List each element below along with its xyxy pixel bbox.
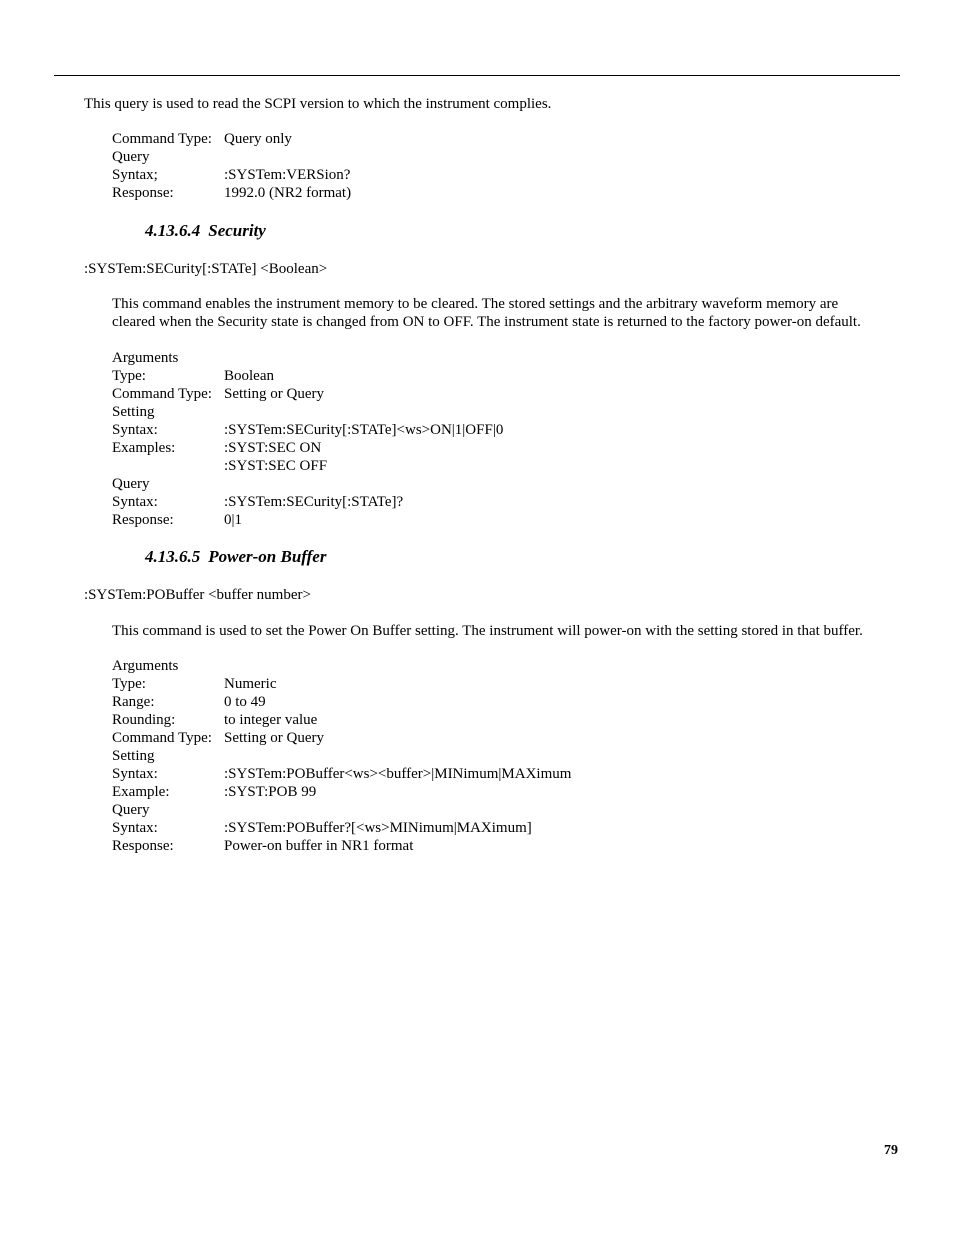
definition-term: Setting — [112, 748, 155, 764]
definition-term: Example: — [112, 784, 170, 800]
definition-value: :SYST:POB 99 — [224, 784, 317, 800]
definition-term: Syntax: — [112, 766, 158, 782]
definition-value: :SYST:SEC OFF — [224, 458, 328, 474]
definition-term: Response: — [112, 512, 174, 528]
definition-value: :SYSTem:POBuffer?[<ws>MINimum|MAXimum] — [224, 820, 532, 836]
pobuffer-command-signature: :SYSTem:POBuffer <buffer number> — [84, 587, 311, 603]
definition-term: Type: — [112, 368, 146, 384]
section-heading-security — [145, 221, 266, 241]
intro-paragraph: This query is used to read the SCPI version to which the instrument complies. — [84, 96, 552, 112]
security-command-signature: :SYSTem:SECurity[:STATe] <Boolean> — [84, 261, 328, 277]
pobuffer-description: This command is used to set the Power On Buffer setting. The instrument will power-on with the setting stored in that buffer. — [112, 623, 863, 639]
definition-value: :SYST:SEC ON — [224, 440, 322, 456]
definition-value: to integer value — [224, 712, 318, 728]
definition-term: Command Type: — [112, 386, 212, 402]
definition-term: Rounding: — [112, 712, 176, 728]
definition-term: Arguments — [112, 350, 179, 366]
definition-value: Boolean — [224, 368, 274, 384]
security-description-line-2: cleared when the Security state is changed from ON to OFF. The instrument state is returned to the factory power-on default. — [112, 314, 861, 330]
definition-term: Type: — [112, 676, 146, 692]
definition-term: Setting — [112, 404, 155, 420]
definition-value: 1992.0 (NR2 format) — [224, 185, 352, 201]
definition-value: Query only — [224, 131, 292, 147]
section-title: Power-on Buffer — [208, 547, 327, 566]
section-number: 4.13.6.4 — [145, 221, 201, 240]
definition-term: Syntax: — [112, 820, 158, 836]
definition-term: Response: — [112, 185, 174, 201]
definition-value: :SYSTem:SECurity[:STATe]<ws>ON|1|OFF|0 — [224, 422, 504, 438]
definition-term: Response: — [112, 838, 174, 854]
definition-value: 0 to 49 — [224, 694, 266, 710]
definition-term: Query — [112, 802, 150, 818]
section-heading-power-on-buffer — [145, 547, 326, 567]
definition-term: Query — [112, 149, 150, 165]
definition-value: :SYSTem:VERSion? — [224, 167, 351, 183]
definition-value: :SYSTem:SECurity[:STATe]? — [224, 494, 404, 510]
section-number: 4.13.6.5 — [145, 547, 201, 566]
header-rule — [54, 75, 900, 76]
definition-term: Command Type: — [112, 131, 212, 147]
definition-term: Command Type: — [112, 730, 212, 746]
definition-term: Query — [112, 476, 150, 492]
definition-value: 0|1 — [224, 512, 243, 528]
definition-term: Syntax; — [112, 167, 158, 183]
definition-term: Range: — [112, 694, 155, 710]
definition-value: :SYSTem:POBuffer<ws><buffer>|MINimum|MAXimum — [224, 766, 572, 782]
definition-value: Setting or Query — [224, 730, 324, 746]
definition-term: Arguments — [112, 658, 179, 674]
definition-term: Syntax: — [112, 494, 158, 510]
definition-term: Syntax: — [112, 422, 158, 438]
page-number: 79 — [884, 1143, 898, 1158]
definition-value: Numeric — [224, 676, 277, 692]
security-description-line-1: This command enables the instrument memory to be cleared. The stored settings and the arbitrary waveform memory are — [112, 296, 839, 312]
section-title: Security — [208, 221, 266, 240]
definition-term: Examples: — [112, 440, 176, 456]
definition-value: Setting or Query — [224, 386, 324, 402]
definition-value: Power-on buffer in NR1 format — [224, 838, 414, 854]
